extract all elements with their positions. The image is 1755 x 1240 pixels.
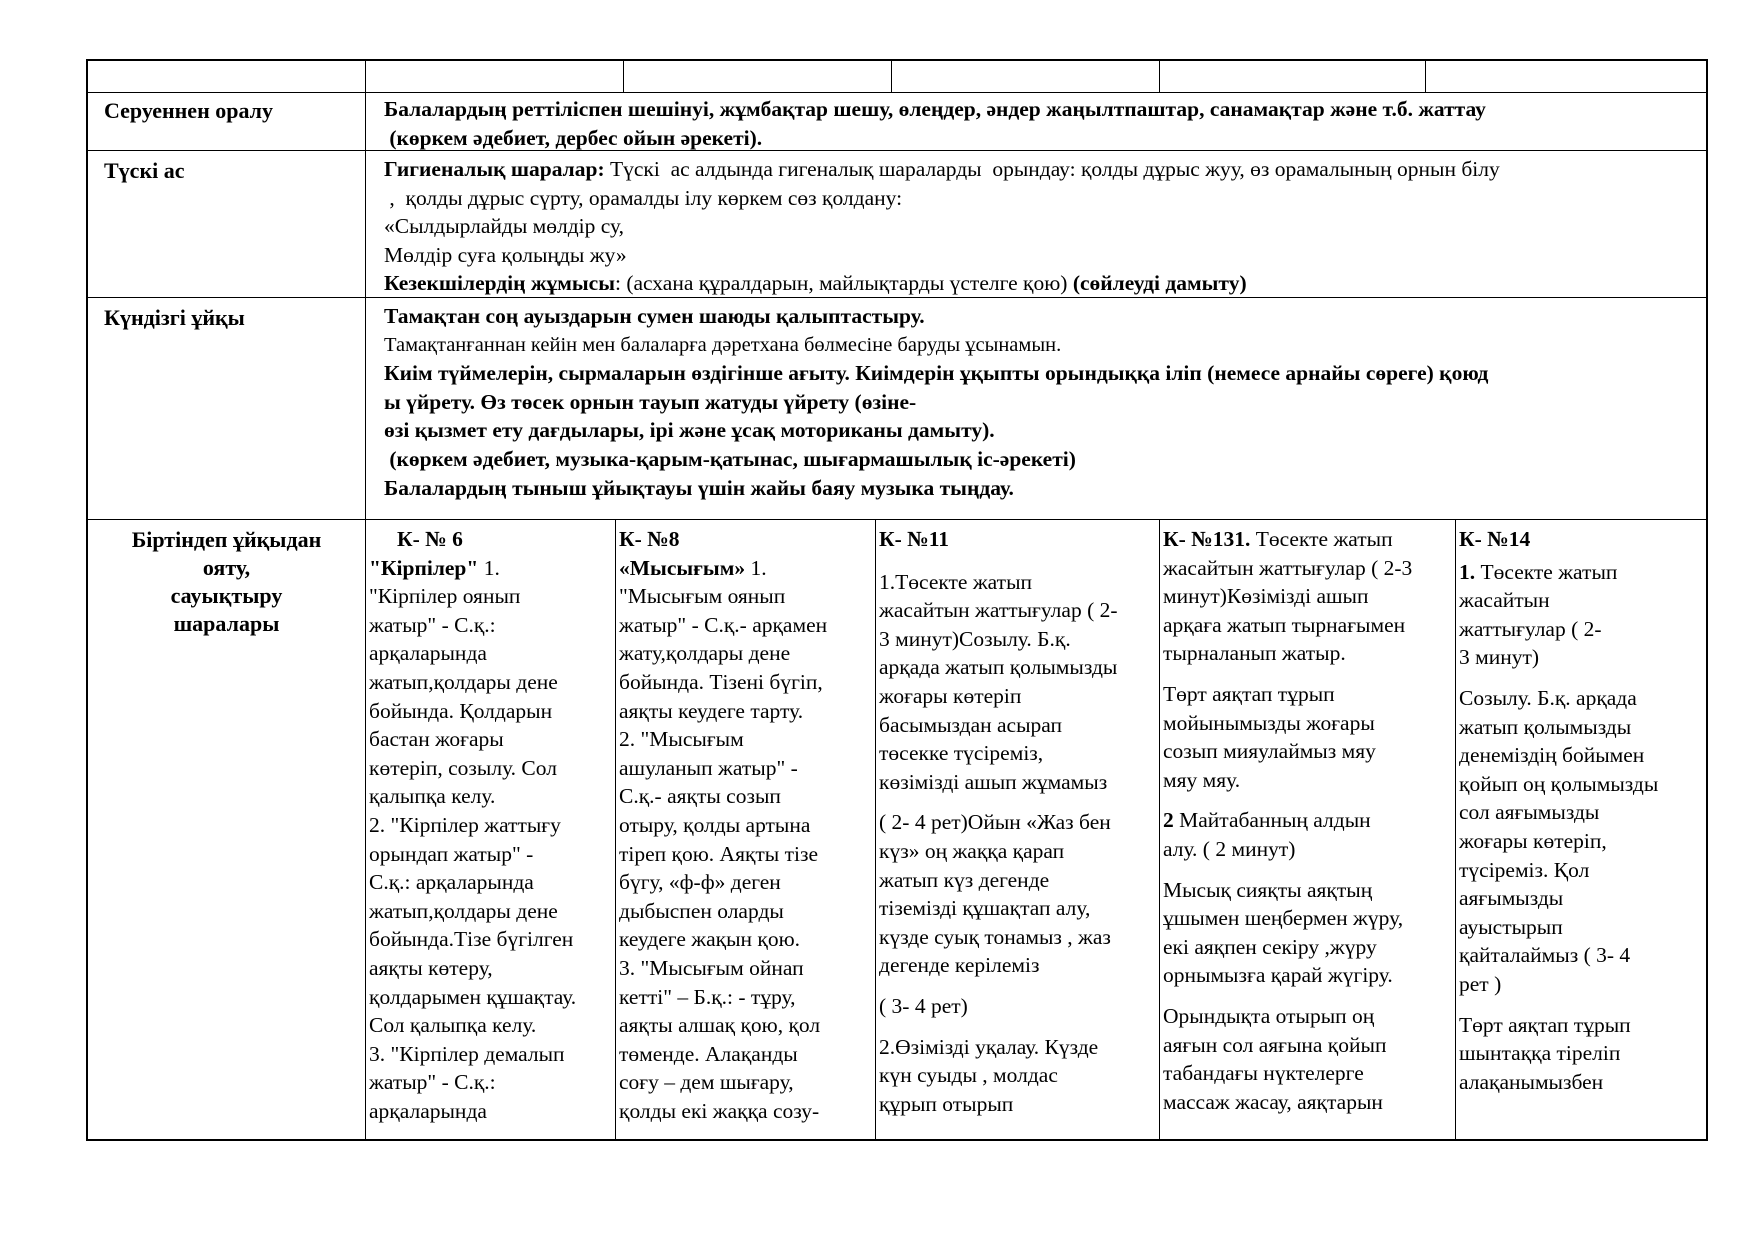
text-line: мяу мяу. — [1163, 767, 1241, 792]
text-line: жатып күз дегенде — [879, 867, 1050, 892]
paragraph — [1163, 806, 1455, 863]
text-line: бүгу, «ф-ф» деген — [619, 870, 781, 895]
text-line: ашуланып жатыр" - — [619, 755, 798, 780]
hygiene-heading: Гигиеналық шаралар: — [384, 157, 605, 181]
text-line: қалыпқа келу. — [369, 784, 496, 809]
row-content — [366, 151, 1706, 297]
text-line: күн суыды , молдас — [879, 1063, 1058, 1088]
text-line: жоғары көтеріп — [879, 683, 1022, 708]
row-label-text: Түскі ас — [104, 158, 185, 183]
text-line: тырналанып жатыр. — [1163, 641, 1346, 666]
text-line: Майтабанның алдын — [1173, 808, 1371, 833]
text-line: массаж жасау, аяқтарын — [1163, 1089, 1383, 1114]
card-title: К- №131. — [1163, 527, 1251, 551]
text-line: күз» оң жаққа қарап — [879, 838, 1065, 863]
duty-heading: Кезекшілердің жұмысы — [384, 271, 615, 296]
empty-cell — [366, 61, 624, 92]
step-number: 2 — [1163, 808, 1174, 833]
paragraph — [1163, 1002, 1455, 1116]
paragraph — [1163, 876, 1455, 990]
text-line: мойынымызды жоғары — [1163, 710, 1375, 735]
text-line: , қолды дұрыс сүрту, орамалды ілу көркем сөз қолдану: — [384, 185, 903, 210]
empty-cell — [88, 61, 366, 92]
exercise-card-14 — [1456, 520, 1706, 1141]
text-line: арқаларында — [369, 1098, 487, 1123]
text-line: 1. — [478, 555, 500, 580]
text-line: 2.Өзімізді уқалау. Күзде — [879, 1034, 1099, 1059]
text-line: қолдарымен құшақтау. — [369, 984, 577, 1009]
text-line: 3. "Кірпілер демалып — [369, 1041, 565, 1066]
text-line: отыру, қолды артына — [619, 812, 811, 837]
text-line: орындап жатыр" - — [369, 841, 534, 866]
text-line: бастан жоғары — [369, 727, 504, 752]
text-line: Мөлдір суға қолыңды жу» — [384, 242, 627, 267]
empty-cell — [892, 61, 1160, 92]
table-row-wake — [88, 520, 1706, 1141]
text-line: ұшымен шеңбермен жүру, — [1163, 906, 1404, 931]
text-line: Балалардың тыныш ұйықтауы үшін жайы баяу музыка тыңдау. — [384, 475, 1014, 500]
duty-tail: (сөйлеуді дамыту) — [1072, 271, 1247, 296]
row-label-text: Күндізгі ұйқы — [104, 305, 245, 330]
text-line: аяқты кеудеге тарту. — [619, 698, 804, 723]
text-line: Балалардың реттіліспен шешінуі, жұмбақтар шешу, өлеңдер, әндер жаңылтпаштар, санамақтар және т.б. жаттау — [384, 97, 1486, 121]
text-line: бойында.Тізе бүгілген — [369, 927, 574, 952]
paragraph — [879, 992, 1159, 1021]
text-line: жатыр" - С.қ.: — [369, 1070, 496, 1095]
text-line: арқада жатып қолымызды — [879, 655, 1118, 680]
text-line: жатып қолымызды — [1459, 714, 1632, 739]
text-line: кетті" – Б.қ.: - тұру, — [619, 984, 796, 1009]
text-line: Төсекте жатып — [1475, 559, 1618, 584]
text-line: түсіреміз. Қол — [1459, 857, 1590, 882]
text-line: көзімізді ашып жұмамыз — [879, 769, 1108, 794]
text-line: 3 минут) — [1459, 645, 1540, 670]
text-line: Түскі ас алдында гигеналық шараларды орындау: қолды дұрыс жуу, өз орамалының орнын білу — [604, 157, 1500, 181]
text-line: аяғын сол аяғына қойып — [1163, 1032, 1387, 1057]
paragraph — [879, 1033, 1159, 1119]
text-line: аяқты алшақ қою, қол — [619, 1013, 821, 1038]
text-line: денеміздің бойымен — [1459, 743, 1645, 768]
text-line: Сол қалыпқа келу. — [369, 1013, 537, 1038]
paragraph — [1459, 1011, 1706, 1097]
exercise-card-8 — [616, 520, 876, 1141]
row-content — [366, 298, 1706, 519]
text-line: Созылу. Б.қ. арқада — [1459, 685, 1637, 710]
text-line: жасайтын жаттығулар ( 2- — [879, 598, 1118, 623]
text-line: ы үйрету. Өз төсек орнын тауып жатуды үйрету (өзіне- — [384, 389, 917, 414]
row-label — [88, 298, 366, 519]
text-line: 2. "Мысығым — [619, 727, 744, 752]
paragraph — [1163, 525, 1455, 668]
empty-cell — [1426, 61, 1706, 92]
text-line: созып мияулаймыз мяу — [1163, 739, 1376, 764]
text-line: 3. "Мысығым ойнап — [619, 955, 804, 980]
schedule-table — [86, 59, 1708, 1141]
text-line: орнымызға қарай жүгіру. — [1163, 963, 1393, 988]
text-line: жаттығулар ( 2- — [1459, 616, 1602, 641]
card-title: К- №8 — [619, 527, 680, 551]
text-line: 1. — [745, 555, 767, 580]
table-row-nap — [88, 298, 1706, 520]
text-line: "Кірпілер оянып — [369, 584, 521, 609]
text-line: Тамақтан соң ауыздарын сумен шаюды қалыптастыру. — [384, 304, 925, 328]
text-line: (көркем әдебиет, музыка-қарым-қатынас, шығармашылық іс-әрекеті) — [384, 446, 1076, 471]
text-line: жасайтын — [1459, 588, 1550, 613]
text-line: шынтаққа тіреліп — [1459, 1041, 1621, 1066]
text-line: күзде суық тонамыз , жаз — [879, 924, 1111, 949]
row-label-text: ояту, — [202, 555, 251, 580]
step-number: 1. — [1459, 559, 1476, 584]
text-line: жатыр" - С.қ.- арқамен — [619, 612, 828, 637]
text-line: дегенде керілеміз — [879, 953, 1040, 978]
text-line: ( 3- 4 рет) — [879, 993, 968, 1018]
text-line: Төсекте жатып — [1250, 527, 1393, 551]
row-label-text: Серуеннен оралу — [104, 98, 274, 123]
text-line: аяқты көтеру, — [369, 955, 493, 980]
text-line: жоғары көтеріп, — [1459, 828, 1607, 853]
text-line: арқаға жатып тырнағымен — [1163, 612, 1406, 637]
text-line: арқаларында — [369, 641, 487, 666]
text-line: төменде. Алақанды — [619, 1041, 798, 1066]
row-label — [88, 520, 366, 1141]
text-line: тіреп қою. Аяқты тізе — [619, 841, 819, 866]
row-label-text: шаралары — [173, 611, 280, 636]
text-line: Төрт аяқтап тұрып — [1459, 1012, 1631, 1037]
text-line: рет ) — [1459, 971, 1502, 996]
text-line: жасайтын жаттығулар ( 2-3 — [1163, 555, 1413, 580]
text-line: өзі қызмет ету дағдылары, ірі және ұсақ моториканы дамыту). — [384, 418, 995, 443]
text-line: дыбыспен оларды — [619, 898, 784, 923]
text-line: 1.Төсекте жатып — [879, 569, 1033, 594]
card-title: К- №14 — [1459, 527, 1531, 551]
exercise-card-6 — [366, 520, 616, 1141]
text-line: жатып,қолдары дене — [369, 898, 558, 923]
text-line: : (асхана құралдарын, майлықтарды үстелге қою) — [615, 271, 1073, 296]
text-line: Төрт аяқтап тұрып — [1163, 681, 1335, 706]
paragraph — [1163, 680, 1455, 794]
card-title: К- №11 — [879, 527, 950, 551]
paragraph — [879, 808, 1159, 980]
text-line: қайталаймыз ( 3- 4 — [1459, 943, 1631, 968]
text-line: сол аяғымызды — [1459, 800, 1600, 825]
exercise-card-131 — [1160, 520, 1456, 1141]
text-line: Мысық сияқты аяқтың — [1163, 877, 1373, 902]
text-line: "Мысығым оянып — [619, 584, 786, 609]
text-line: алақанымызбен — [1459, 1069, 1604, 1094]
text-line: минут)Көзімізді ашып — [1163, 584, 1369, 609]
text-line: жатып,қолдары дене — [369, 669, 558, 694]
empty-cell — [1160, 61, 1426, 92]
card-title: К- № 6 — [397, 527, 463, 551]
text-line: тіземізді құшақтап алу, — [879, 896, 1091, 921]
text-line: бойында. Тізені бүгіп, — [619, 669, 823, 694]
text-line: екі аяқпен секіру ,жүру — [1163, 934, 1377, 959]
row-label — [88, 151, 366, 297]
text-line: қойып оң қолымызды — [1459, 771, 1659, 796]
table-row-return — [88, 93, 1706, 151]
text-line: «Сылдырлайды мөлдір су, — [384, 214, 625, 239]
text-line: басымыздан асырап — [879, 712, 1063, 737]
text-line: аяғымызды — [1459, 886, 1564, 911]
exercise-card-11 — [876, 520, 1160, 1141]
text-line: бойында. Қолдарын — [369, 698, 553, 723]
row-label — [88, 93, 366, 150]
paragraph — [1459, 558, 1706, 672]
text-line: көтеріп, созылу. Сол — [369, 755, 557, 780]
paragraph — [879, 568, 1159, 797]
row-label-text: сауықтыру — [170, 583, 283, 608]
text-line: 2. "Кірпілер жаттығу — [369, 812, 561, 837]
text-line: С.қ.- аяқты созып — [619, 784, 781, 809]
text-line: құрып отырып — [879, 1091, 1014, 1116]
text-line: қолды екі жаққа созу- — [619, 1098, 820, 1123]
row-label-text: Біртіндеп ұйқыдан — [131, 527, 322, 552]
text-line: төсекке түсіреміз, — [879, 741, 1044, 766]
text-line: С.қ.: арқаларында — [369, 870, 534, 895]
card-name: «Мысығым» — [619, 555, 746, 580]
paragraph — [1459, 684, 1706, 999]
text-line: Киім түймелерін, сырмаларын өздігінше ағыту. Киімдерін ұқыпты орындыққа іліп (немесе арнайы сөреге) қоюд — [384, 361, 1489, 386]
text-line: Орындықта отырып оң — [1163, 1003, 1375, 1028]
text-line: жатыр" - С.қ.: — [369, 612, 496, 637]
empty-cell — [624, 61, 892, 92]
text-line: соғу – дем шығару, — [619, 1070, 794, 1095]
text-line: алу. ( 2 минут) — [1163, 836, 1296, 861]
text-line: (көркем әдебиет, дербес ойын әрекеті). — [384, 125, 763, 150]
text-line: ( 2- 4 рет)Ойын «Жаз бен — [879, 810, 1111, 835]
table-row-empty — [88, 61, 1706, 93]
text-line: 3 минут)Созылу. Б.қ. — [879, 626, 1071, 651]
text-line: кеудеге жақын қою. — [619, 927, 801, 952]
text-line: жату,қолдары дене — [619, 641, 791, 666]
text-line: Тамақтанғаннан кейін мен балаларға дәретхана бөлмесіне баруды ұсынамын. — [384, 333, 1062, 356]
text-line: табандағы нүктелерге — [1163, 1061, 1364, 1086]
card-name: "Кірпілер" — [369, 555, 479, 580]
row-content — [366, 93, 1706, 150]
text-line: ауыстырып — [1459, 914, 1563, 939]
table-row-lunch — [88, 151, 1706, 298]
